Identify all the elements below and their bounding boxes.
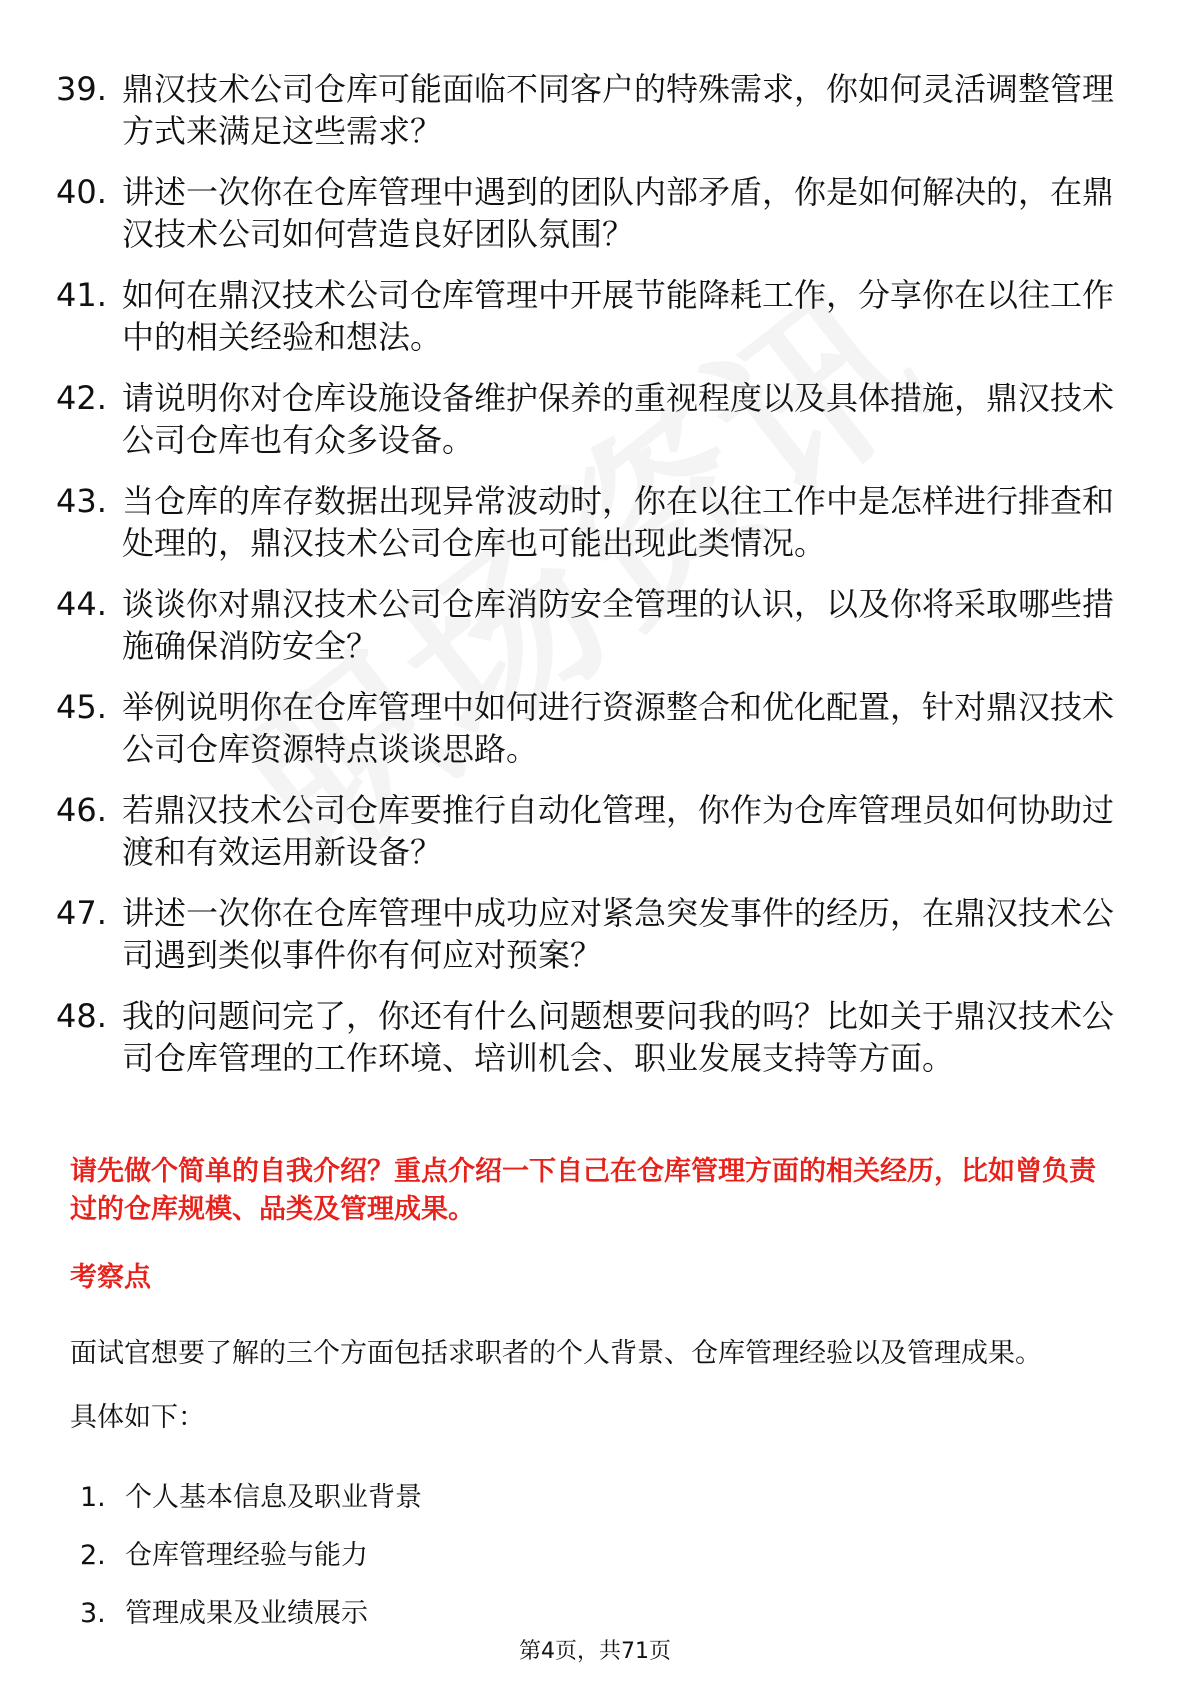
intro-paragraph: 面试官想要了解的三个方面包括求职者的个人背景、仓库管理经验以及管理成果。 [70,1338,1042,1369]
list-item [56,789,1126,873]
question-number: 41. [56,276,107,314]
detail-label: 具体如下： [70,1402,205,1433]
list-item [56,480,1126,564]
question-number: 47. [56,894,107,932]
question-text: 若鼎汉技术公司仓库要推行自动化管理，你作为仓库管理员如何协助过渡和有效运用新设备？ [122,791,1115,871]
question-number: 43. [56,482,107,520]
question-text: 我的问题问完了，你还有什么问题想要问我的吗？比如关于鼎汉技术公司仓库管理的工作环境、培训机会、职业发展支持等方面。 [122,997,1115,1077]
list-item [80,1538,422,1574]
question-number: 39. [56,70,107,108]
list-item [56,377,1126,461]
point-number: 3. [80,1598,106,1629]
point-text: 管理成果及业绩展示 [125,1598,368,1629]
question-text: 请说明你对仓库设施设备维护保养的重视程度以及具体措施，鼎汉技术公司仓库也有众多设备。 [122,379,1115,459]
question-number: 48. [56,997,107,1035]
question-text: 举例说明你在仓库管理中如何进行资源整合和优化配置，针对鼎汉技术公司仓库资源特点谈谈思路。 [122,688,1115,768]
list-item [56,274,1126,358]
list-item [56,171,1126,255]
list-item [80,1596,422,1632]
point-text: 仓库管理经验与能力 [125,1540,368,1571]
question-text: 如何在鼎汉技术公司仓库管理中开展节能降耗工作，分享你在以往工作中的相关经验和想法。 [122,276,1115,356]
highlighted-question: 请先做个简单的自我介绍？重点介绍一下自己在仓库管理方面的相关经历，比如曾负责过的仓库规模、品类及管理成果。 [70,1156,1096,1225]
question-number: 46. [56,791,107,829]
question-number: 42. [56,379,107,417]
question-text: 谈谈你对鼎汉技术公司仓库消防安全管理的认识，以及你将采取哪些措施确保消防安全？ [122,585,1115,665]
question-text: 鼎汉技术公司仓库可能面临不同客户的特殊需求，你如何灵活调整管理方式来满足这些需求？ [122,70,1115,150]
point-number: 1. [80,1482,106,1513]
list-item [56,686,1126,770]
list-item [56,68,1126,152]
question-text: 讲述一次你在仓库管理中遇到的团队内部矛盾，你是如何解决的，在鼎汉技术公司如何营造良好团队氛围？ [122,173,1115,253]
point-number: 2. [80,1540,106,1571]
section-title: 考察点 [70,1262,151,1293]
question-number: 40. [56,173,107,211]
list-item [56,995,1126,1079]
question-list [56,68,1126,1098]
list-item [80,1480,422,1516]
list-item [56,892,1126,976]
question-text: 讲述一次你在仓库管理中成功应对紧急突发事件的经历，在鼎汉技术公司遇到类似事件你有何应对预案？ [122,894,1115,974]
list-item [56,583,1126,667]
question-text: 当仓库的库存数据出现异常波动时，你在以往工作中是怎样进行排查和处理的，鼎汉技术公司仓库也可能出现此类情况。 [122,482,1115,562]
question-number: 44. [56,585,107,623]
points-list [80,1480,422,1654]
question-number: 45. [56,688,107,726]
page-footer: 第4页，共71页 [519,1639,671,1664]
point-text: 个人基本信息及职业背景 [125,1482,422,1513]
